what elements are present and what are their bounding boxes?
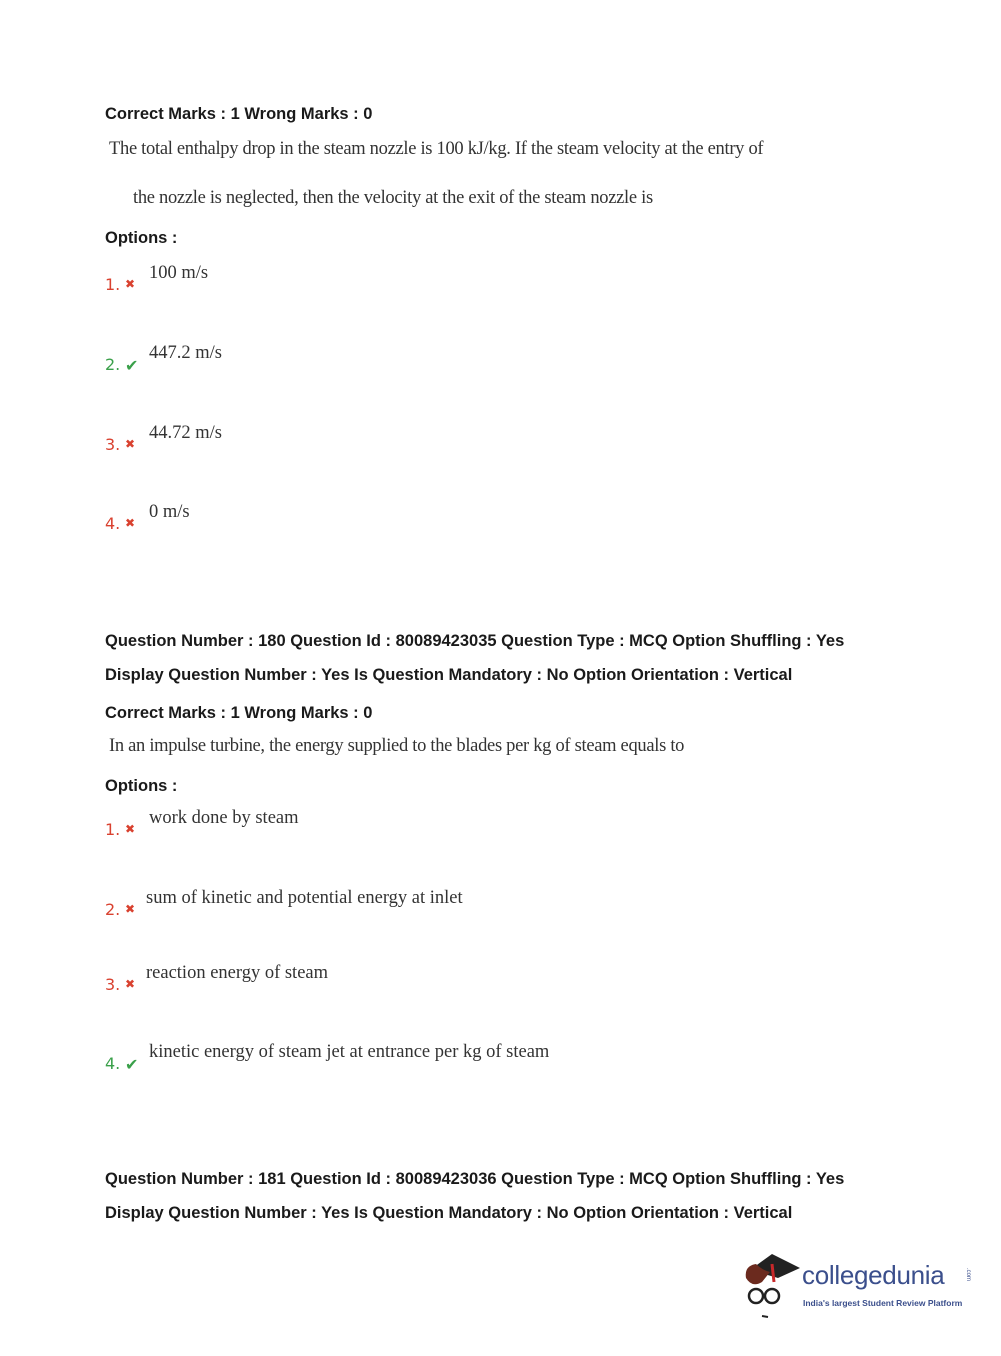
option-number: 2.: [105, 355, 121, 374]
option-text: 447.2 m/s: [149, 343, 222, 363]
options-label: Options :: [105, 777, 178, 795]
wrong-cross-icon: ✖: [125, 437, 136, 451]
logo-suffix: .com: [965, 1268, 971, 1282]
option-text: 0 m/s: [149, 502, 190, 522]
correct-check-icon: ✔: [125, 356, 139, 375]
options-label: Options :: [105, 229, 178, 247]
option-text: reaction energy of steam: [146, 963, 329, 983]
mascot-icon: [742, 1248, 802, 1318]
question-meta: Question Number : 180 Question Id : 80089423035 Question Type : MCQ Option Shuffling : Yes: [105, 632, 845, 650]
correct-check-icon: ✔: [125, 1055, 139, 1074]
marks-line: Correct Marks : 1 Wrong Marks : 0: [105, 105, 373, 123]
option-number: 3.: [105, 435, 121, 454]
wrong-cross-icon: ✖: [125, 902, 136, 916]
question-meta: Display Question Number : Yes Is Question Mandatory : No Option Orientation : Vertical: [105, 1204, 793, 1222]
option-number: 3.: [105, 975, 121, 994]
question-text: In an impulse turbine, the energy supplied to the blades per kg of steam equals to: [109, 736, 685, 756]
option-number: 4.: [105, 1054, 121, 1073]
option-number: 1.: [105, 820, 121, 839]
logo-text: collegedunia: [802, 1260, 945, 1290]
wrong-cross-icon: ✖: [125, 516, 136, 530]
question-meta: Question Number : 181 Question Id : 80089423036 Question Type : MCQ Option Shuffling : Yes: [105, 1170, 845, 1188]
collegedunia-logo: [742, 1248, 997, 1318]
option-number: 1.: [105, 275, 121, 294]
option-number: 2.: [105, 900, 121, 919]
option-text: 100 m/s: [149, 263, 209, 283]
logo-tagline: India's largest Student Review Platform: [803, 1298, 963, 1308]
wrong-cross-icon: ✖: [125, 977, 136, 991]
option-text: work done by steam: [149, 808, 299, 828]
wrong-cross-icon: ✖: [125, 277, 136, 291]
option-number: 4.: [105, 514, 121, 533]
question-meta: Display Question Number : Yes Is Question Mandatory : No Option Orientation : Vertical: [105, 666, 793, 684]
question-text: the nozzle is neglected, then the velocity at the exit of the steam nozzle is: [133, 188, 653, 208]
option-text: 44.72 m/s: [149, 423, 222, 443]
option-text: kinetic energy of steam jet at entrance per kg of steam: [149, 1042, 550, 1062]
wrong-cross-icon: ✖: [125, 822, 136, 836]
marks-line: Correct Marks : 1 Wrong Marks : 0: [105, 704, 373, 722]
question-text: The total enthalpy drop in the steam nozzle is 100 kJ/kg. If the steam velocity at the entry of: [109, 139, 764, 159]
option-text: sum of kinetic and potential energy at inlet: [146, 888, 463, 908]
